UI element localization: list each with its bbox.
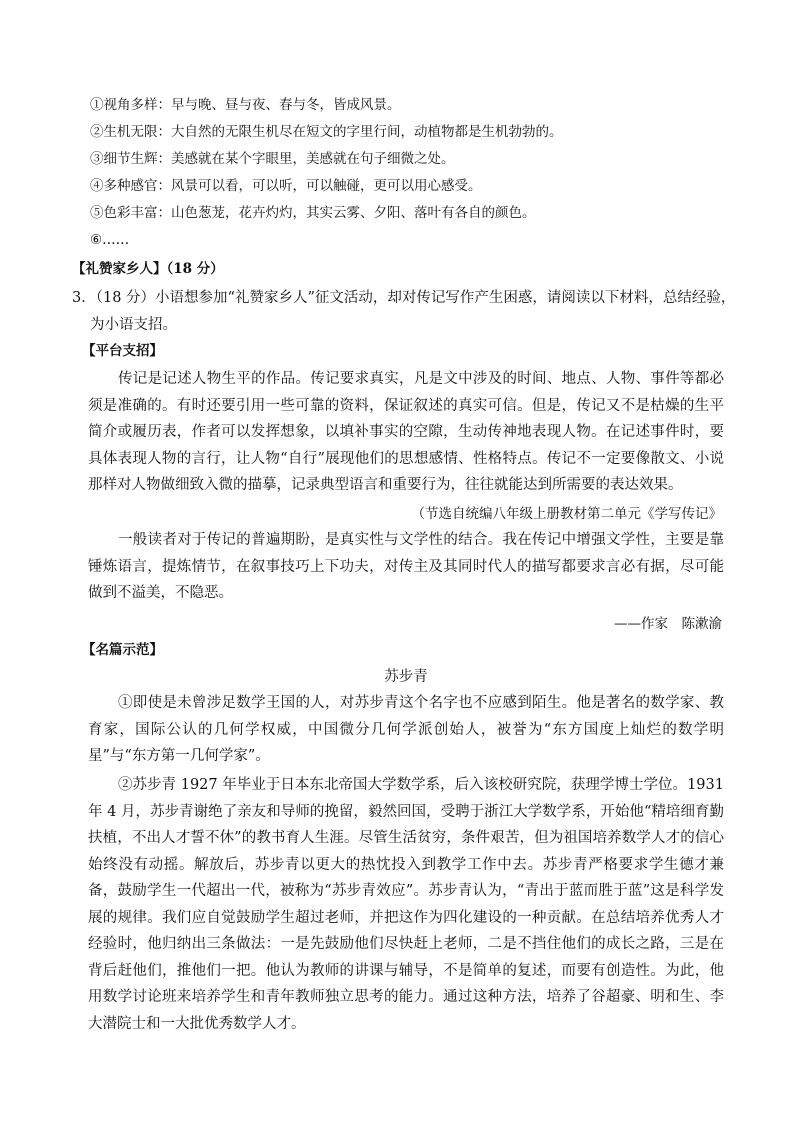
view-item-3: ③细节生辉：美感就在某个字眼里，美感就在句子细微之处。	[90, 151, 455, 167]
platform-source-1: （节选自统编八年级上册教材第二单元《学写传记》	[411, 506, 722, 522]
question-line-1: 3．（18 分）小语想参加“礼赞家乡人”征文活动，却对传记写作产生困惑，请阅读以下材料，总结经验，	[72, 290, 736, 306]
example-heading: 【名篇示范】	[82, 642, 163, 658]
view-item-6: ⑥……	[90, 232, 130, 248]
platform-paragraph-2: 一般读者对于传记的普遍期盼，是真实性与文学性的结合。我在传记中增强文学性，主要是靠锤炼语言，提炼情节，在叙事技巧上下功夫，对传主及其同时代人的描写都要求言必有据，尽可能做到不溢美，不隐恶。	[88, 532, 724, 601]
section-heading: 【礼赞家乡人】（18 分）	[72, 261, 224, 277]
question-line-2: 为小语支招。	[90, 317, 177, 333]
example-paragraph-1: ①即使是未曾涉足数学王国的人，对苏步青这个名字也不应感到陌生。他是著名的数学家、教育家，国际公认的几何学权威，中国微分几何学派创始人，被誉为“东方国度上灿烂的数学明星”与“东方第一几何学家”。	[88, 695, 724, 764]
platform-paragraph-1: 传记是记述人物生平的作品。传记要求真实，凡是文中涉及的时间、地点、人物、事件等都必须是准确的。有时还要引用一些可靠的资料，保证叙述的真实可信。但是，传记又不是枯燥的生平简介或履历表，作者可以发挥想象，以填补事实的空隙，生动传神地表现人物。在记述事件时，要具体表现人物的言行，让人物“自行”展现他们的思想感情、性格特点。传记不一定要像散文、小说那样对人物做细致入微的描摹，记录典型语言和重要行为，往往就能达到所需要的表达效果。	[88, 371, 724, 493]
view-item-1: ①视角多样：早与晚、昼与夜、春与冬，皆成风景。	[90, 97, 401, 113]
platform-source-2: ——作家 陈漱渝	[614, 616, 722, 632]
view-item-4: ④多种感官：风景可以看，可以听，可以触碰，更可以用心感受。	[90, 178, 482, 194]
platform-heading: 【平台支招】	[82, 343, 163, 359]
example-paragraph-2: ②苏步青 1927 年毕业于日本东北帝国大学数学系，后入该校研究院，获理学博士学位。1931 年 4 月，苏步青谢绝了亲友和导师的挽留，毅然回国，受聘于浙江大学数学系，开始他“精培细育勤扶植，不出人才誓不休”的教书育人生涯。尽管生活贫穷，条件艰苦，但为祖国培养数学人才的信心始终没有动摇。解放后，苏步青以更大的热忱投入到教学工作中去。苏步青严格要求学生德才兼备，鼓励学生一代超出一代，被称为“苏步青效应”。苏步青认为，“青出于蓝而胜于蓝”这是科学发展的规律。我们应自觉鼓励学生超过老师，并把这作为四化建设的一种贡献。在总结培养优秀人才经验时，他归纳出三条做法：一是先鼓励他们尽快赶上老师，二是不挡住他们的成长之路，三是在背后赶他们，推他们一把。他认为教师的讲课与辅导，不是简单的复述，而要有创造性。为此，他用数学讨论班来培养学生和青年教师独立思考的能力。通过这种方法，培养了谷超豪、明和生、李大潜院士和一大批优秀数学人才。	[88, 777, 724, 1032]
view-item-2: ②生机无限：大自然的无限生机尽在短文的字里行间，动植物都是生机勃勃的。	[90, 124, 563, 140]
view-item-5: ⑤色彩丰富：山色葱茏，花卉灼灼，其实云雾、夕阳、落叶有各自的颜色。	[90, 205, 536, 221]
example-title: 苏步青	[384, 669, 428, 685]
